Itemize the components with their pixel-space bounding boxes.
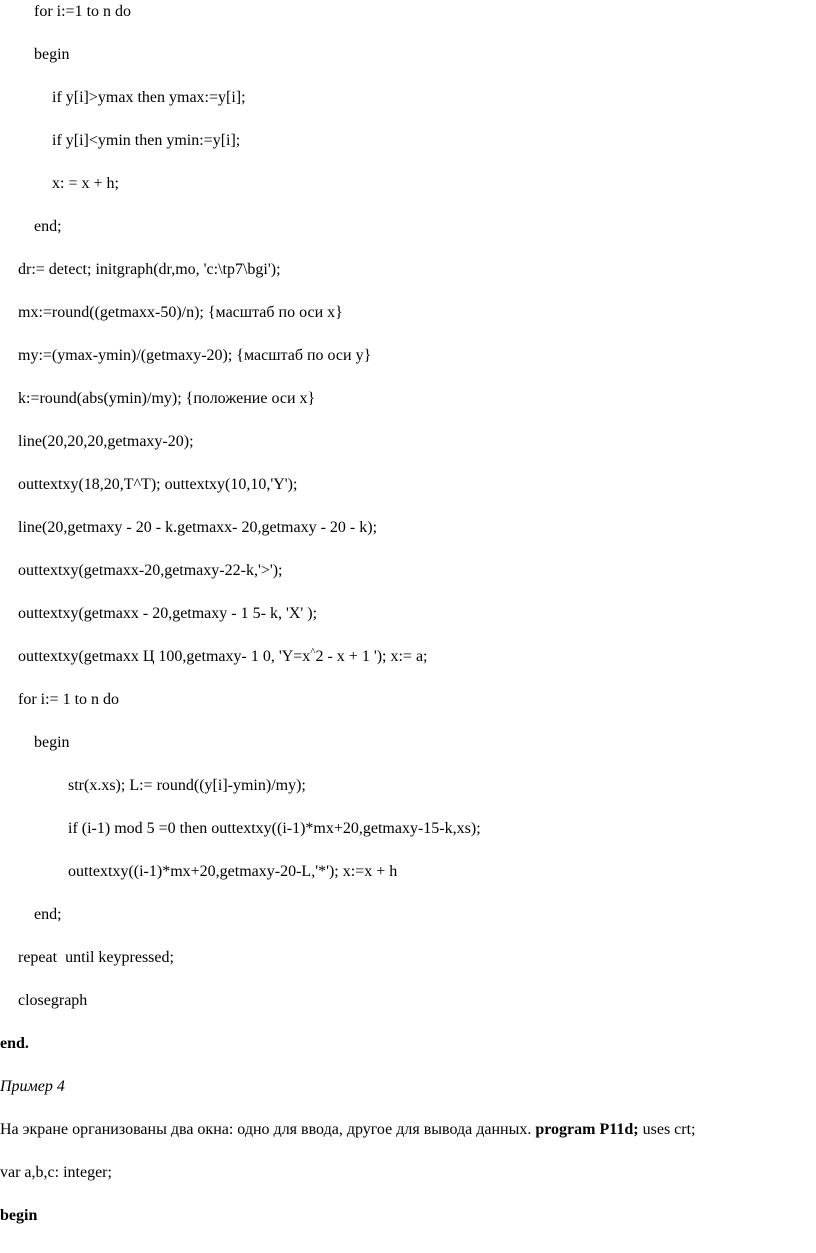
end-keyword: end. bbox=[0, 1035, 29, 1052]
code-line: my:=(ymax-ymin)/(getmaxy-20); {масштаб по оси y} bbox=[18, 347, 372, 364]
code-line: closegraph bbox=[18, 992, 88, 1009]
code-line: if y[i]<ymin then ymin:=y[i]; bbox=[52, 132, 241, 149]
code-line: line(20,20,20,getmaxy-20); bbox=[18, 433, 194, 450]
caret-superscript: ^ bbox=[310, 646, 316, 658]
code-line: outtextxy(18,20,T^T); outtextxy(10,10,'Y'); bbox=[18, 476, 298, 493]
code-line: end; bbox=[34, 218, 62, 235]
code-line: outtextxy((i-1)*mx+20,getmaxy-20-L,'*'); x:=x + h bbox=[68, 863, 398, 880]
code-line: x: = x + h; bbox=[52, 175, 119, 192]
code-text: 2 - x + 1 '); x:= a; bbox=[315, 648, 428, 665]
code-line: end; bbox=[34, 906, 62, 923]
description-paragraph bbox=[0, 1120, 695, 1140]
code-line: begin bbox=[34, 734, 70, 751]
code-line: outtextxy(getmaxx - 20,getmaxy - 1 5- k, 'X' ); bbox=[18, 605, 318, 622]
code-text: outtextxy(getmaxx Ц 100,getmaxy- 1 0, 'Y=x bbox=[18, 648, 311, 665]
code-line: begin bbox=[34, 46, 70, 63]
code-line: str(x.xs); L:= round((y[i]-ymin)/my); bbox=[68, 777, 306, 794]
code-line: line(20,getmaxy - 20 - k.getmaxx- 20,getmaxy - 20 - k); bbox=[18, 519, 378, 536]
code-line: k:=round(abs(ymin)/my); {положение оси x} bbox=[18, 390, 316, 407]
code-line: for i:= 1 to n do bbox=[18, 691, 120, 708]
code-line: outtextxy(getmaxx-20,getmaxy-22-k,'>'); bbox=[18, 562, 283, 579]
begin-keyword: begin bbox=[0, 1207, 38, 1224]
code-line: dr:= detect; initgraph(dr,mo, 'c:\tp7\bgi'); bbox=[18, 261, 281, 278]
paragraph-text: На экране организованы два окна: одно для ввода, другое для вывода данных. bbox=[0, 1121, 536, 1138]
code-line: if y[i]>ymax then ymax:=y[i]; bbox=[52, 89, 246, 106]
code-line: mx:=round((getmaxx-50)/n); {масштаб по оси x} bbox=[18, 304, 343, 321]
code-line: for i:=1 to n do bbox=[34, 3, 132, 20]
code-line-outtext bbox=[18, 647, 428, 667]
uses-clause: uses crt; bbox=[638, 1121, 696, 1138]
example-heading: Пример 4 bbox=[0, 1078, 65, 1095]
program-name: program P11d; bbox=[535, 1121, 639, 1138]
var-declaration: var a,b,c: integer; bbox=[0, 1164, 112, 1181]
code-line: repeat until keypressed; bbox=[18, 949, 174, 966]
code-line: if (i-1) mod 5 =0 then outtextxy((i-1)*mx+20,getmaxy-15-k,xs); bbox=[68, 820, 481, 837]
